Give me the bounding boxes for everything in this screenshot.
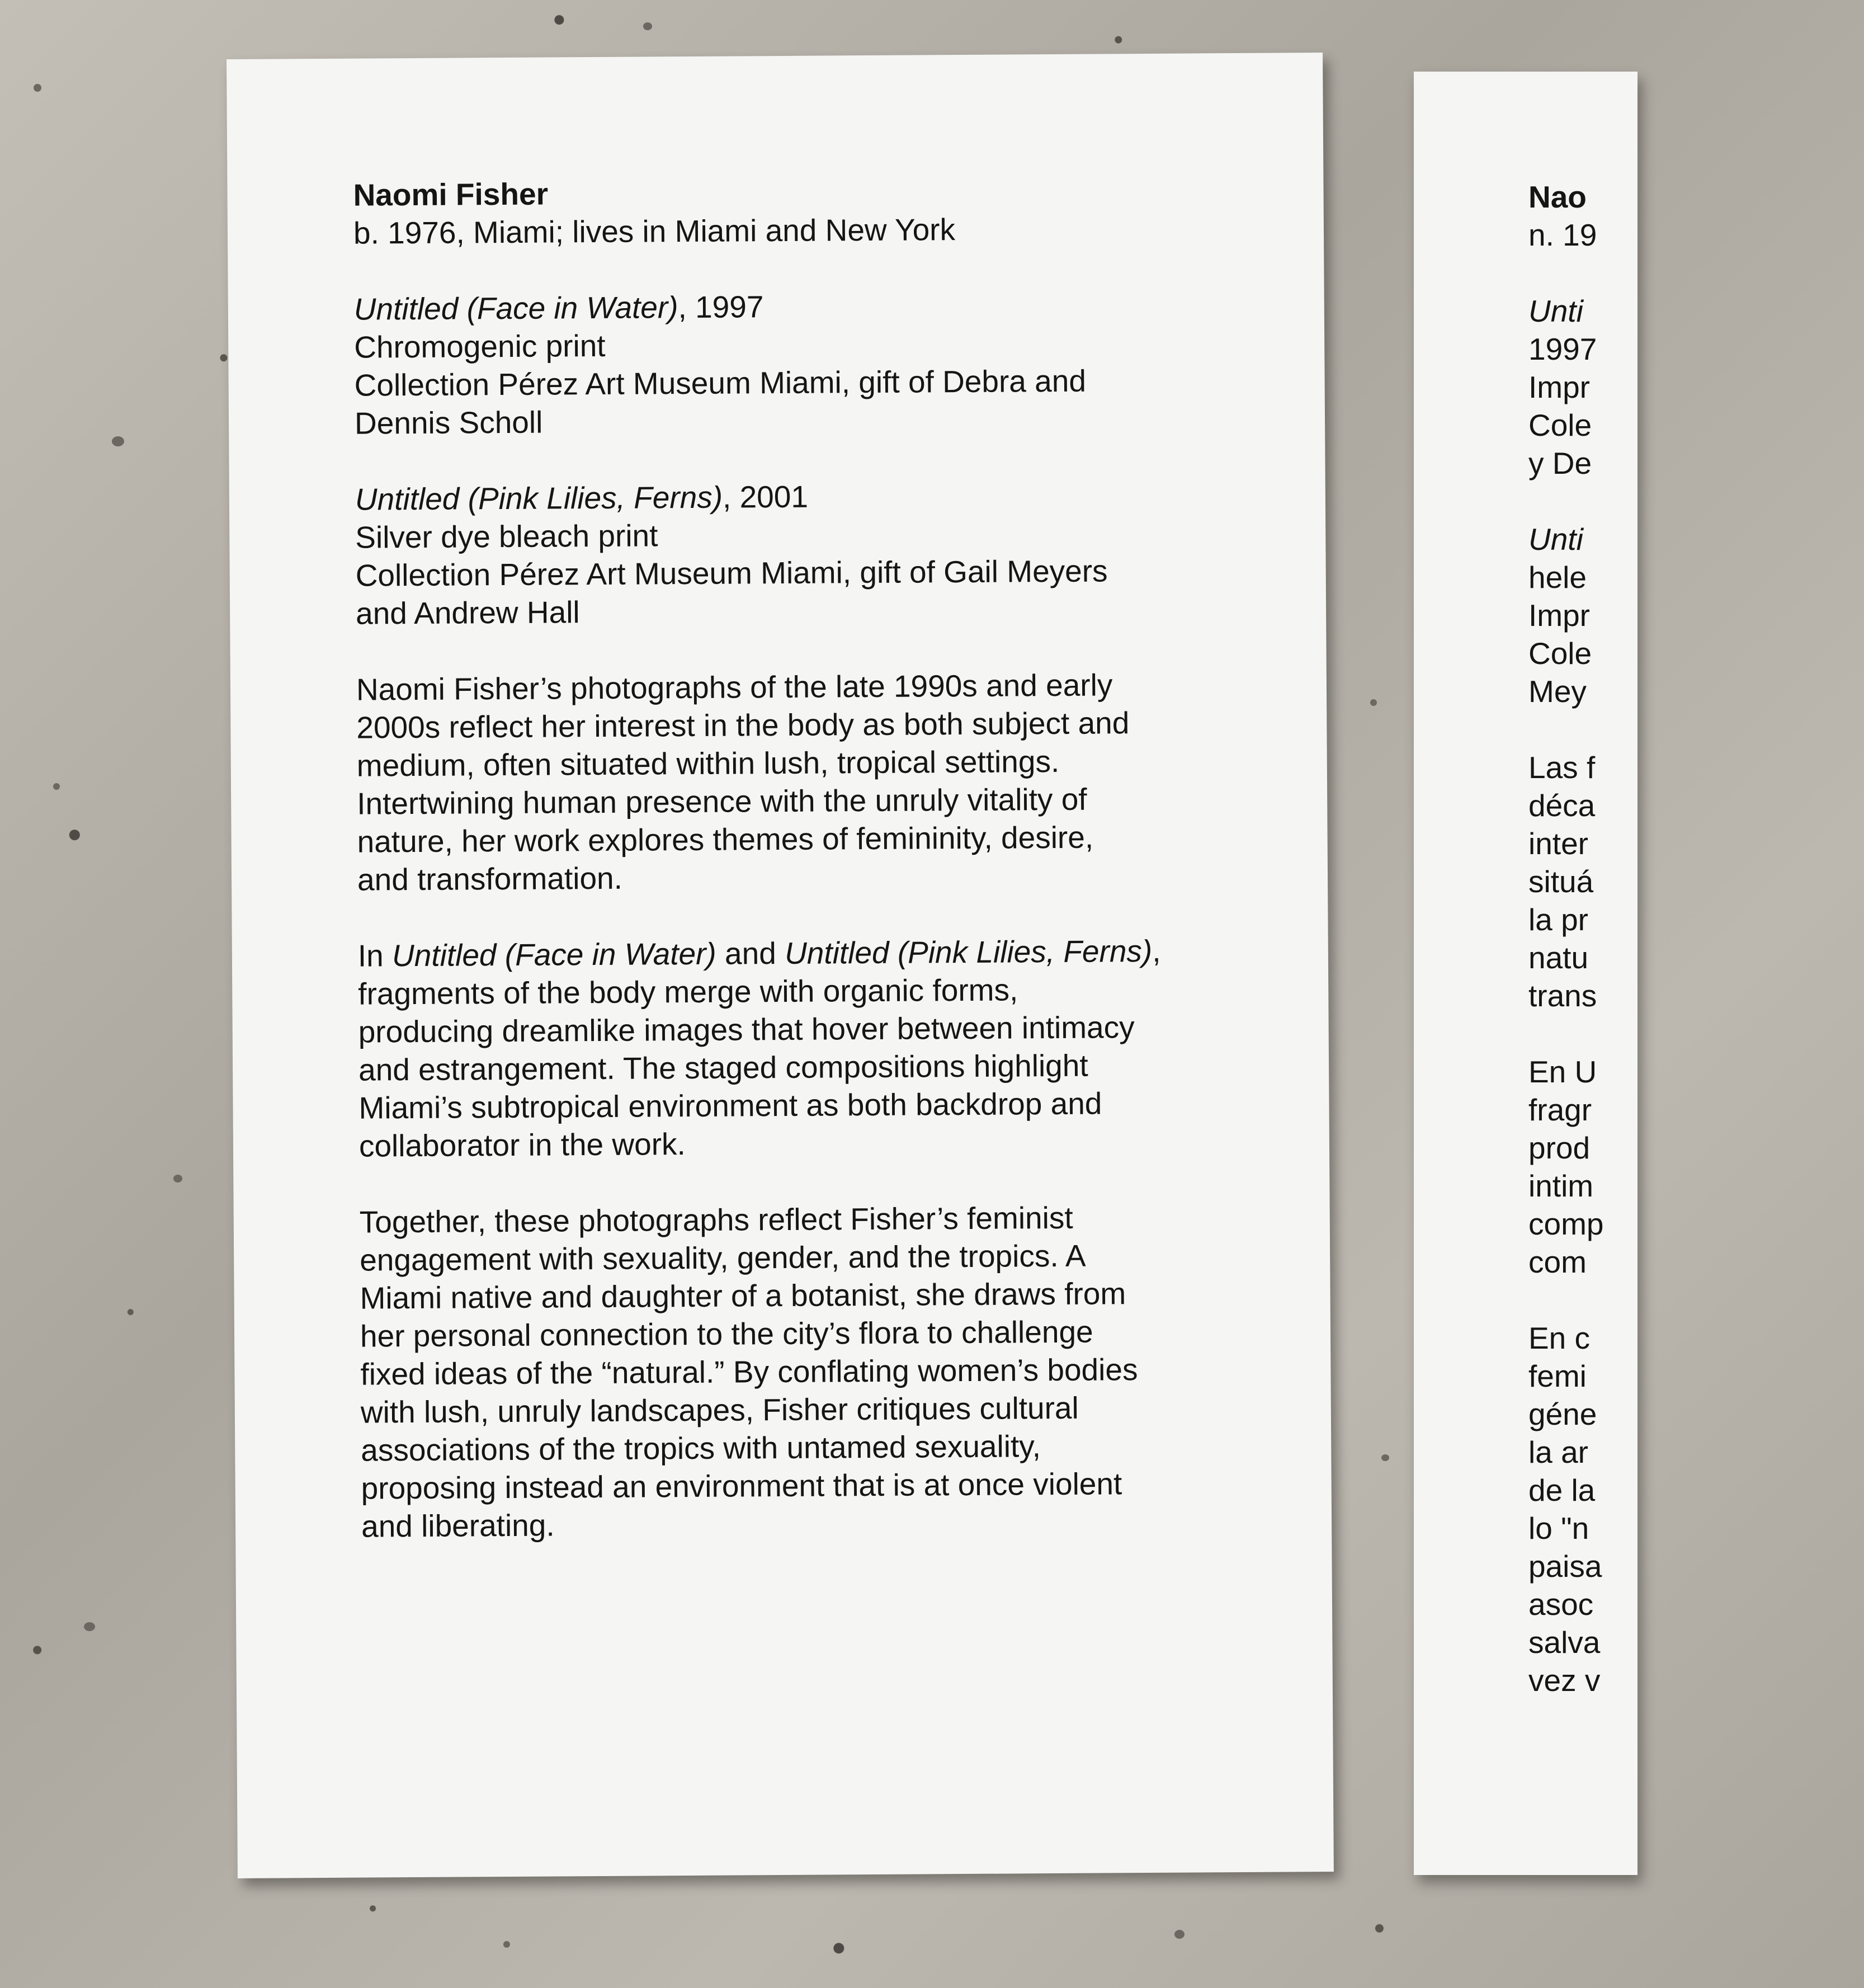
wall-label-english xyxy=(226,53,1334,1878)
wall-speck xyxy=(503,1941,510,1948)
paragraph-line: Mey xyxy=(1528,674,1587,709)
paragraph-line: fixed ideas of the “natural.” By conflating women’s bodies xyxy=(360,1352,1138,1392)
artwork-title: Untitled (Face in Water) xyxy=(353,290,678,327)
paragraph-line: and transformation. xyxy=(357,860,623,897)
paragraph-line: producing dreamlike images that hover between intimacy xyxy=(358,1010,1135,1049)
wall-speck xyxy=(112,436,124,446)
paragraph-line: comp xyxy=(1528,1207,1604,1241)
artwork-year: , 1997 xyxy=(678,289,764,325)
paragraph-line: asoc xyxy=(1528,1587,1594,1622)
artist-header xyxy=(353,171,1231,252)
artwork-credit-line: Collection Pérez Art Museum Miami, gift of Gail Meyers xyxy=(355,553,1108,593)
paragraph-line: En c xyxy=(1528,1321,1591,1355)
paragraph-line: En U xyxy=(1528,1054,1597,1089)
paragraph-line: prod xyxy=(1528,1130,1591,1165)
paragraph-line: de la xyxy=(1528,1473,1596,1508)
artwork-entry-es xyxy=(1528,292,1864,482)
paragraph-line: Unti xyxy=(1528,294,1583,328)
paragraph-line: and estrangement. The staged compositions highlight xyxy=(358,1048,1088,1087)
artwork-entry xyxy=(354,285,1233,442)
paragraph-line: medium, often situated within lush, tropical settings. xyxy=(356,743,1060,783)
artwork-entry-es xyxy=(1528,520,1864,710)
paragraph-line: Impr xyxy=(1528,598,1590,633)
artwork-entry xyxy=(355,475,1234,633)
artwork-title-inline: Untitled (Pink Lilies, Ferns) xyxy=(784,933,1153,971)
wall-speck xyxy=(1381,1454,1389,1461)
description-paragraph xyxy=(358,931,1237,1165)
artist-header-es xyxy=(1528,178,1864,254)
paragraph-line: inter xyxy=(1528,826,1588,861)
paragraph-line: Las f xyxy=(1528,750,1596,785)
wall-label-spanish xyxy=(1414,72,1638,1875)
paragraph-line: natu xyxy=(1528,940,1589,975)
artwork-title-line xyxy=(355,475,1233,519)
text-fragment: and xyxy=(716,935,785,971)
paragraph-line: lo "n xyxy=(1528,1511,1589,1546)
paragraph-line xyxy=(358,931,1236,975)
paragraph-line: y De xyxy=(1528,446,1592,480)
artwork-credit-line: and Andrew Hall xyxy=(355,595,580,631)
paragraph-line: engagement with sexuality, gender, and the tropics. A xyxy=(360,1238,1086,1278)
artwork-title: Untitled (Pink Lilies, Ferns) xyxy=(355,479,723,517)
paragraph-line: fragments of the body merge with organic forms, xyxy=(358,972,1018,1011)
text-fragment: In xyxy=(357,938,393,973)
paragraph-line: Impr xyxy=(1528,370,1590,404)
paragraph-line: com xyxy=(1528,1245,1587,1279)
wall-speck xyxy=(643,22,652,30)
description-paragraph-es xyxy=(1528,1053,1864,1281)
artwork-credit-line: Dennis Scholl xyxy=(354,404,543,441)
paragraph-line: situá xyxy=(1528,864,1594,899)
paragraph-line: salva xyxy=(1528,1625,1601,1660)
artist-name-es: Nao xyxy=(1528,180,1587,214)
paragraph-line: déca xyxy=(1528,788,1596,823)
paragraph-line: paisa xyxy=(1528,1549,1602,1584)
paragraph-line: géne xyxy=(1528,1397,1597,1431)
paragraph-line: trans xyxy=(1528,978,1597,1013)
paragraph-line: 1997 xyxy=(1528,332,1597,366)
paragraph-line: Naomi Fisher’s photographs of the late 1990s and early xyxy=(356,667,1113,707)
paragraph-line: collaborator in the work. xyxy=(358,1127,686,1163)
paragraph-line: with lush, unruly landscapes, Fisher critiques cultural xyxy=(360,1390,1079,1430)
paragraph-line: Unti xyxy=(1528,522,1583,557)
artwork-medium: Chromogenic print xyxy=(354,328,606,365)
paragraph-line: 2000s reflect her interest in the body as both subject and xyxy=(356,705,1130,745)
wall-speck xyxy=(53,783,60,790)
paragraph-line: her personal connection to the city’s flora to challenge xyxy=(360,1314,1093,1354)
wall-speck xyxy=(34,84,41,92)
description-paragraph-es xyxy=(1528,1319,1864,1699)
paragraph-line: femi xyxy=(1528,1359,1587,1393)
text-fragment: , xyxy=(1152,933,1161,968)
paragraph-line: fragr xyxy=(1528,1092,1592,1127)
label-text-spanish xyxy=(1528,178,1864,1737)
wall-speck xyxy=(173,1175,182,1183)
label-text xyxy=(353,171,1239,1584)
description-paragraph-es xyxy=(1528,748,1864,1015)
wall-speck xyxy=(1370,699,1377,706)
paragraph-line: Intertwining human presence with the unruly vitality of xyxy=(357,781,1087,821)
artwork-year: , 2001 xyxy=(722,479,809,515)
artwork-title-inline: Untitled (Face in Water) xyxy=(391,936,716,973)
description-paragraph xyxy=(360,1198,1240,1546)
paragraph-line: Miami native and daughter of a botanist, she draws from xyxy=(360,1276,1126,1316)
paragraph-line: Miami’s subtropical environment as both backdrop and xyxy=(358,1086,1102,1125)
paragraph-line: vez v xyxy=(1528,1663,1601,1698)
paragraph-line: Cole xyxy=(1528,408,1592,442)
artist-bio-es: n. 19 xyxy=(1528,218,1597,252)
wall-speck xyxy=(1174,1930,1185,1939)
paragraph-line: nature, her work explores themes of femininity, desire, xyxy=(357,819,1094,859)
description-paragraph xyxy=(356,665,1235,899)
paragraph-line: la ar xyxy=(1528,1435,1588,1469)
paragraph-line: and liberating. xyxy=(361,1508,555,1544)
artist-bio: b. 1976, Miami; lives in Miami and New York xyxy=(353,212,956,251)
paragraph-line: intim xyxy=(1528,1169,1594,1203)
artwork-medium: Silver dye bleach print xyxy=(355,518,658,555)
artwork-credit-line: Collection Pérez Art Museum Miami, gift of Debra and xyxy=(354,363,1087,403)
artwork-title-line xyxy=(354,285,1232,328)
paragraph-line: Together, these photographs reflect Fisher’s feminist xyxy=(359,1200,1073,1240)
paragraph-line: associations of the tropics with untamed sexuality, xyxy=(361,1429,1041,1468)
paragraph-line: hele xyxy=(1528,560,1587,595)
artist-name: Naomi Fisher xyxy=(353,176,549,213)
paragraph-line: la pr xyxy=(1528,902,1588,937)
paragraph-line: Cole xyxy=(1528,636,1592,671)
paragraph-line: proposing instead an environment that is at once violent xyxy=(361,1466,1122,1506)
wall-speck xyxy=(84,1622,95,1631)
